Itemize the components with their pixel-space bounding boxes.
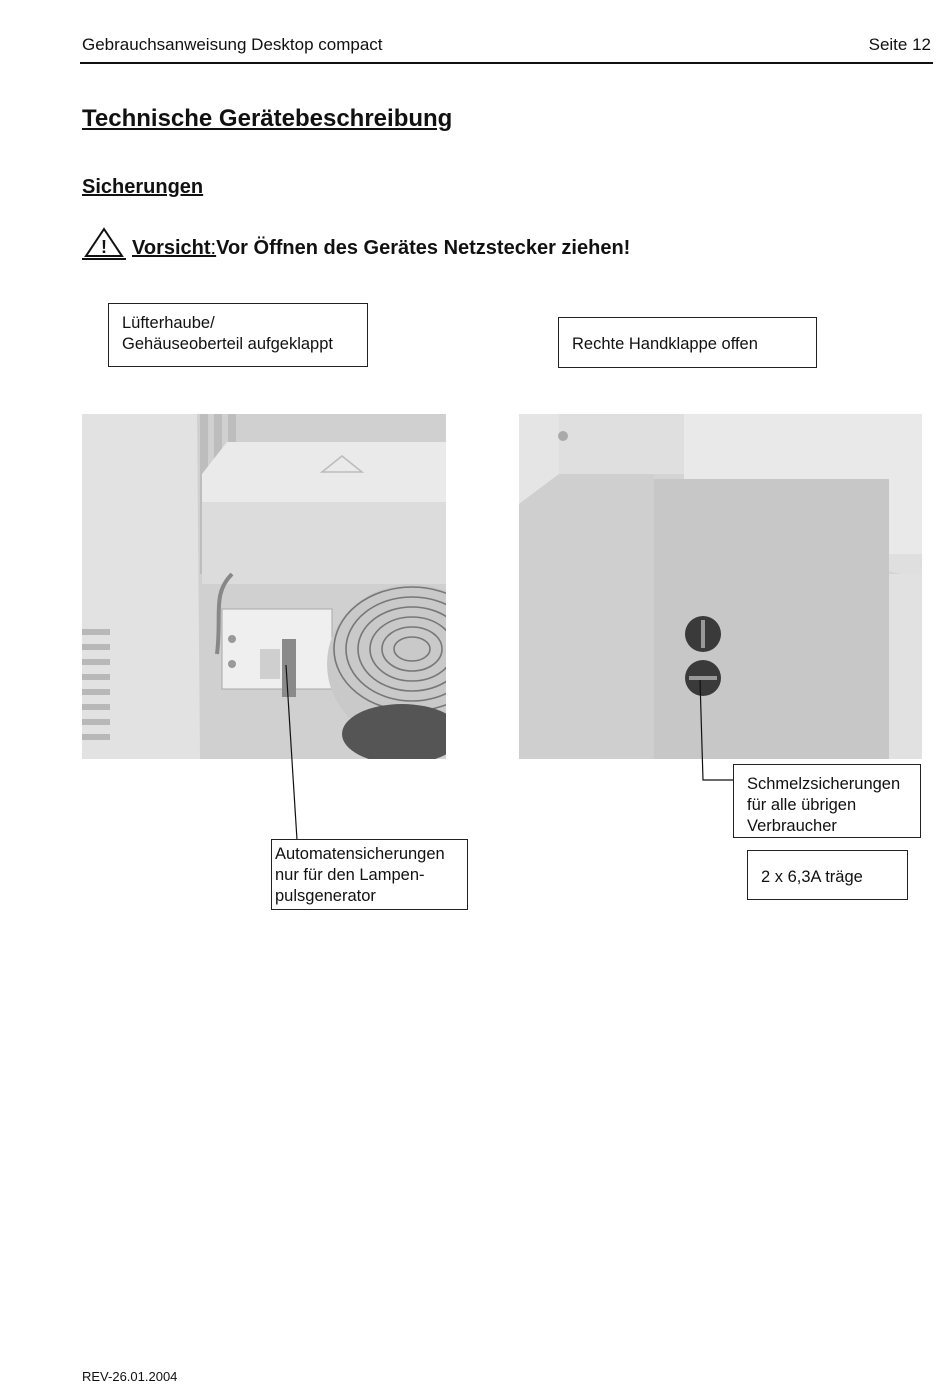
svg-text:!: ! (101, 237, 107, 257)
callout-automatic-breakers-line3: pulsgenerator (275, 887, 376, 905)
callout-automatic-breakers-line2: nur für den Lampen- (275, 866, 425, 884)
callout-fan-hood-line1: Lüfterhaube/ (122, 314, 215, 332)
callout-fuses-line1: Schmelzsicherungen (747, 775, 901, 793)
section-title: Technische Gerätebeschreibung (82, 105, 453, 132)
callout-fuse-rating-text: 2 x 6,3A träge (761, 868, 863, 886)
callout-automatic-breakers-line1: Automatensicherungen (275, 845, 445, 863)
warning-text: Vor Öffnen des Gerätes Netzstecker ziehen! (216, 237, 631, 259)
document-header-title: Gebrauchsanweisung Desktop compact (82, 35, 383, 54)
callout-fuses-line2: für alle übrigen (747, 796, 857, 814)
callout-automatic-breakers (271, 839, 468, 910)
warning-label: Vorsicht (132, 237, 211, 259)
callout-fuses-line3: Verbraucher (747, 817, 837, 835)
callout-fan-hood-line2: Gehäuseoberteil aufgeklappt (122, 335, 333, 353)
callout-right-flap-text: Rechte Handklappe offen (572, 335, 758, 353)
subsection-title: Sicherungen (82, 176, 204, 198)
warning-separator: : (210, 237, 217, 259)
revision-footer: REV-26.01.2004 (82, 1369, 178, 1384)
callout-fuses (733, 764, 921, 838)
page-number: Seite 12 (868, 35, 931, 54)
callout-fuse-rating (747, 850, 908, 900)
